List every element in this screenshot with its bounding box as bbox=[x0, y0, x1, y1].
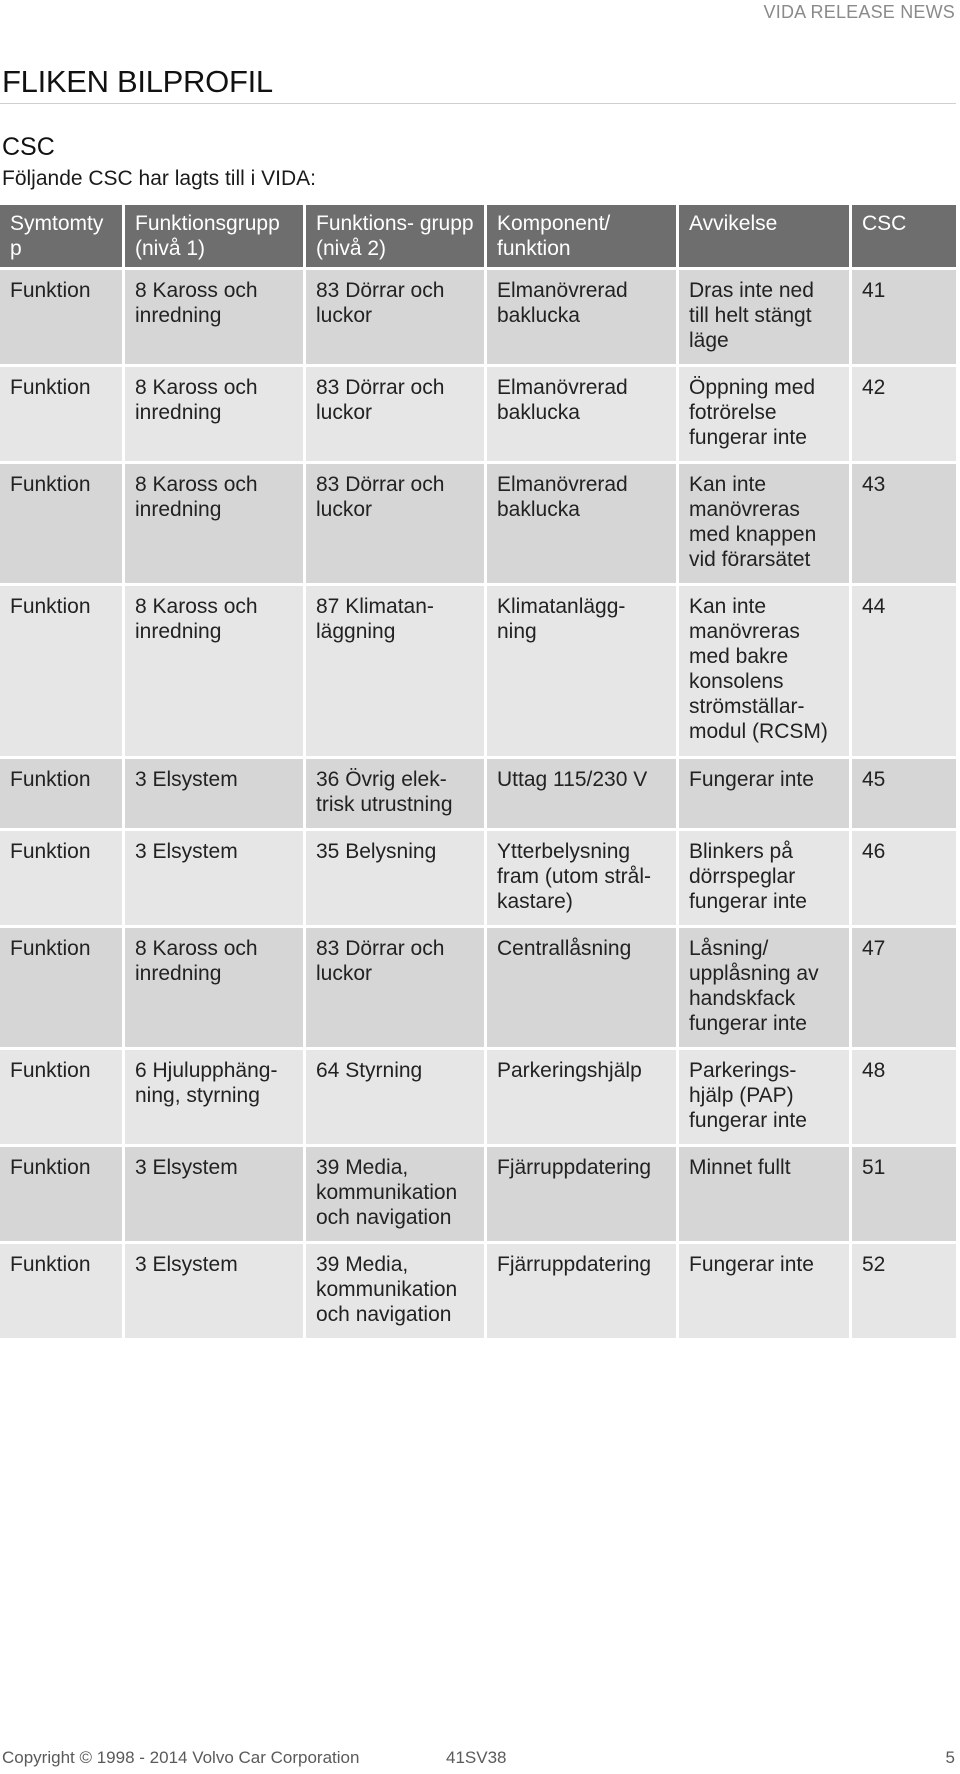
cell-function-group-1: 8 Kaross och inredning bbox=[125, 367, 303, 461]
table-header-row bbox=[0, 205, 956, 267]
cell-function-group-1: 3 Elsystem bbox=[125, 759, 303, 828]
cell-deviation: Kan inte manövreras med bakre konsolens strömställar- modul (RCSM) bbox=[679, 586, 849, 756]
cell-function-group-2: 83 Dörrar och luckor bbox=[306, 270, 484, 364]
cell-symptom-type: Funktion bbox=[0, 586, 122, 756]
title-divider bbox=[0, 103, 956, 104]
cell-function-group-1: 3 Elsystem bbox=[125, 1147, 303, 1241]
cell-symptom-type: Funktion bbox=[0, 831, 122, 925]
cell-csc: 44 bbox=[852, 586, 956, 756]
table-row bbox=[0, 1244, 956, 1338]
cell-deviation: Blinkers på dörrspeglar fungerar inte bbox=[679, 831, 849, 925]
csc-table bbox=[0, 202, 959, 1341]
document-label: VIDA RELEASE NEWS bbox=[763, 2, 955, 22]
cell-deviation: Fungerar inte bbox=[679, 1244, 849, 1338]
table-row bbox=[0, 464, 956, 583]
cell-symptom-type: Funktion bbox=[0, 270, 122, 364]
cell-component: Elmanövrerad baklucka bbox=[487, 464, 676, 583]
column-header-symptom-type: Symtomty p bbox=[0, 205, 122, 267]
cell-function-group-1: 3 Elsystem bbox=[125, 831, 303, 925]
cell-symptom-type: Funktion bbox=[0, 1147, 122, 1241]
table-row bbox=[0, 928, 956, 1047]
cell-csc: 47 bbox=[852, 928, 956, 1047]
section-title: CSC bbox=[2, 133, 55, 161]
cell-csc: 51 bbox=[852, 1147, 956, 1241]
table-row bbox=[0, 586, 956, 756]
cell-component: Ytterbelysning fram (utom strål- kastare) bbox=[487, 831, 676, 925]
page-title: FLIKEN BILPROFIL bbox=[2, 64, 273, 99]
column-header-deviation: Avvikelse bbox=[679, 205, 849, 267]
table-row bbox=[0, 270, 956, 364]
table-row bbox=[0, 759, 956, 828]
cell-function-group-2: 64 Styrning bbox=[306, 1050, 484, 1144]
cell-component: Fjärruppdatering bbox=[487, 1147, 676, 1241]
cell-function-group-1: 6 Hjulupphäng- ning, styrning bbox=[125, 1050, 303, 1144]
cell-csc: 46 bbox=[852, 831, 956, 925]
cell-symptom-type: Funktion bbox=[0, 928, 122, 1047]
cell-component: Fjärruppdatering bbox=[487, 1244, 676, 1338]
cell-component: Elmanövrerad baklucka bbox=[487, 270, 676, 364]
cell-deviation: Minnet fullt bbox=[679, 1147, 849, 1241]
cell-function-group-1: 8 Kaross och inredning bbox=[125, 270, 303, 364]
cell-symptom-type: Funktion bbox=[0, 464, 122, 583]
cell-component: Centrallåsning bbox=[487, 928, 676, 1047]
cell-function-group-1: 8 Kaross och inredning bbox=[125, 464, 303, 583]
cell-function-group-1: 8 Kaross och inredning bbox=[125, 928, 303, 1047]
cell-function-group-2: 39 Media, kommunikation och navigation bbox=[306, 1147, 484, 1241]
cell-csc: 41 bbox=[852, 270, 956, 364]
cell-deviation: Öppning med fotrörelse fungerar inte bbox=[679, 367, 849, 461]
cell-function-group-2: 83 Dörrar och luckor bbox=[306, 928, 484, 1047]
cell-function-group-2: 35 Belysning bbox=[306, 831, 484, 925]
cell-deviation: Låsning/ upplåsning av handskfack fungerar inte bbox=[679, 928, 849, 1047]
table-row bbox=[0, 367, 956, 461]
cell-csc: 43 bbox=[852, 464, 956, 583]
cell-function-group-1: 3 Elsystem bbox=[125, 1244, 303, 1338]
cell-symptom-type: Funktion bbox=[0, 1244, 122, 1338]
column-header-component: Komponent/ funktion bbox=[487, 205, 676, 267]
footer-document-code: 41SV38 bbox=[446, 1748, 507, 1767]
table-row bbox=[0, 831, 956, 925]
cell-function-group-2: 83 Dörrar och luckor bbox=[306, 367, 484, 461]
cell-function-group-1: 8 Kaross och inredning bbox=[125, 586, 303, 756]
cell-function-group-2: 36 Övrig elek- trisk utrustning bbox=[306, 759, 484, 828]
cell-deviation: Parkerings- hjälp (PAP) fungerar inte bbox=[679, 1050, 849, 1144]
cell-csc: 48 bbox=[852, 1050, 956, 1144]
cell-symptom-type: Funktion bbox=[0, 367, 122, 461]
table-row bbox=[0, 1050, 956, 1144]
column-header-function-group-1: Funktionsgrupp (nivå 1) bbox=[125, 205, 303, 267]
column-header-csc: CSC bbox=[852, 205, 956, 267]
column-header-function-group-2: Funktions- grupp (nivå 2) bbox=[306, 205, 484, 267]
footer-page-number: 5 bbox=[945, 1748, 955, 1767]
cell-csc: 42 bbox=[852, 367, 956, 461]
table-row bbox=[0, 1147, 956, 1241]
cell-function-group-2: 83 Dörrar och luckor bbox=[306, 464, 484, 583]
section-intro: Följande CSC har lagts till i VIDA: bbox=[2, 167, 316, 190]
cell-component: Parkeringshjälp bbox=[487, 1050, 676, 1144]
cell-deviation: Kan inte manövreras med knappen vid förarsätet bbox=[679, 464, 849, 583]
cell-component: Klimatanlägg- ning bbox=[487, 586, 676, 756]
cell-component: Uttag 115/230 V bbox=[487, 759, 676, 828]
cell-function-group-2: 87 Klimatan- läggning bbox=[306, 586, 484, 756]
cell-csc: 52 bbox=[852, 1244, 956, 1338]
cell-symptom-type: Funktion bbox=[0, 1050, 122, 1144]
cell-deviation: Dras inte ned till helt stängt läge bbox=[679, 270, 849, 364]
cell-function-group-2: 39 Media, kommunikation och navigation bbox=[306, 1244, 484, 1338]
footer-copyright: Copyright © 1998 - 2014 Volvo Car Corporation bbox=[2, 1748, 360, 1767]
cell-deviation: Fungerar inte bbox=[679, 759, 849, 828]
cell-component: Elmanövrerad baklucka bbox=[487, 367, 676, 461]
cell-csc: 45 bbox=[852, 759, 956, 828]
cell-symptom-type: Funktion bbox=[0, 759, 122, 828]
